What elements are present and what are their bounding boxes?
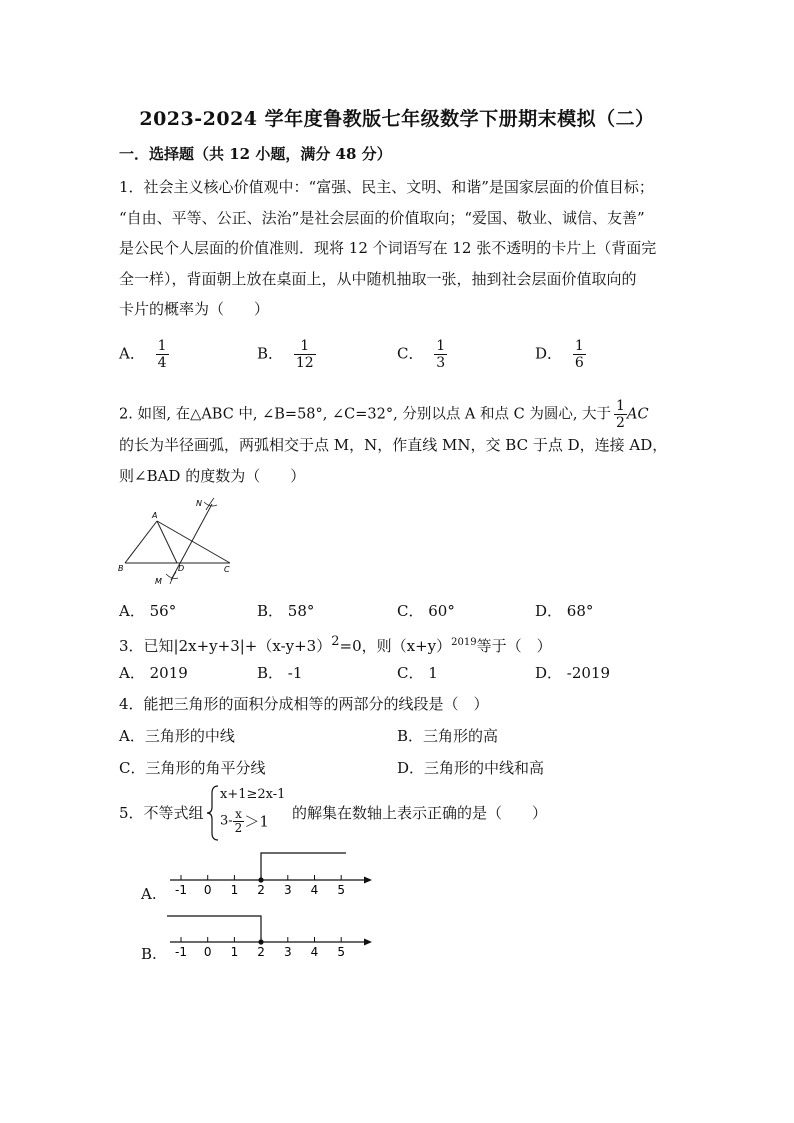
tick-label-b: 2 xyxy=(257,945,265,958)
tick-label-a: 1 xyxy=(230,883,239,896)
inequality-1: x+1≥2x-1 xyxy=(220,787,286,802)
fraction: $\frac{1}{3}$ xyxy=(436,338,446,371)
q5-prefix: 5．不等式组 xyxy=(119,804,204,822)
arc-m-1 xyxy=(166,574,178,579)
q4-option-d[interactable]: D．三角形的中线和高 xyxy=(397,759,545,777)
triangle-figure xyxy=(115,496,240,591)
fraction: $\frac{1}{6}$ xyxy=(574,338,584,371)
solution-ray-a xyxy=(261,853,346,880)
tick-label-b: 1 xyxy=(230,945,239,958)
number-line-b xyxy=(165,910,380,958)
inequality-2: 3- $\frac{x}{2}$ ＞1 xyxy=(220,807,269,835)
solid-dot-b xyxy=(258,939,263,944)
q2-option-a[interactable]: A． 56° xyxy=(119,602,177,620)
q1-option-b[interactable] xyxy=(257,338,316,371)
tick-label-a: 4 xyxy=(310,883,319,896)
q4-option-c[interactable]: C．三角形的角平分线 xyxy=(119,759,266,777)
tick-label-a: -1 xyxy=(175,883,187,896)
q2-option-b[interactable]: B． 58° xyxy=(257,602,315,620)
q5-option-b[interactable]: B. xyxy=(141,945,157,963)
page-title: 2023-2024 学年度鲁教版七年级数学下册期末模拟（二） xyxy=(139,108,655,130)
q2-option-d[interactable]: D． 68° xyxy=(535,602,594,620)
tick-label-a: 2 xyxy=(257,883,265,896)
q2-line-3: 则∠BAD 的度数为（ ） xyxy=(119,467,306,485)
q3-option-b[interactable]: B． -1 xyxy=(257,664,303,682)
q1-line-4: 全一样），背面朝上放在桌面上，从中随机抽取一张，抽到社会层面价值取向的 xyxy=(119,270,637,288)
q3-option-a[interactable]: A． 2019 xyxy=(119,664,188,682)
fraction: $\frac{1}{4}$ xyxy=(157,338,167,371)
label-c: C xyxy=(224,565,230,574)
q4-option-a[interactable]: A．三角形的中线 xyxy=(119,727,235,745)
label-m: M xyxy=(155,577,162,586)
x-over-2: $\frac{x}{2}$ xyxy=(234,807,243,835)
tick-label-b: -1 xyxy=(175,945,187,958)
tick-label-a: 0 xyxy=(203,883,212,896)
segment-ab xyxy=(125,521,157,563)
tick-label-b: 4 xyxy=(310,945,319,958)
segment-ac-line xyxy=(157,521,230,563)
tick-label-b: 5 xyxy=(337,945,346,958)
q4-option-b[interactable]: B．三角形的高 xyxy=(397,727,499,745)
q3-line: 3．已知$|2x+y+3|+(x-y+3)^2=0$，则$(x+y)^{2019}$等于（ ） xyxy=(119,634,552,655)
option-label: C． xyxy=(397,344,424,363)
tick-label-a: 5 xyxy=(337,883,346,896)
q5-suffix: 的解集在数轴上表示正确的是（ ） xyxy=(292,804,548,822)
q1-line-1: 1．社会主义核心价值观中：“富强、民主、文明、和谐”是国家层面的价值目标； xyxy=(119,178,654,196)
q1-option-a[interactable] xyxy=(119,338,169,371)
option-label: A． xyxy=(119,344,145,363)
number-line-a xyxy=(165,848,380,896)
q3-option-d[interactable]: D． -2019 xyxy=(535,664,611,682)
section-heading: 一．选择题（共 12 小题，满分 48 分） xyxy=(119,145,392,163)
q1-option-d[interactable] xyxy=(535,338,586,371)
system-brace xyxy=(206,784,220,842)
q4-line: 4．能把三角形的面积分成相等的两部分的线段是（ ） xyxy=(119,695,489,713)
label-b: B xyxy=(118,564,124,573)
tick-label-b: 0 xyxy=(203,945,212,958)
q2-option-c[interactable]: C． 60° xyxy=(397,602,455,620)
label-d: D xyxy=(178,564,185,573)
solid-dot-a xyxy=(258,877,263,882)
q1-line-5: 卡片的概率为（ ） xyxy=(119,300,270,318)
q1-line-2: “自由、平等、公正、法治”是社会层面的价值取向；“爱国、敬业、诚信、友善” xyxy=(119,209,645,227)
segment-ac: AC xyxy=(626,406,649,423)
half-fraction: $\frac{1}{2}$ xyxy=(616,398,625,431)
q2-line-1: 2. 如图, 在△ABC 中, ∠B=58°, ∠C=32°, 分别以点 A 和点 C 为圆心, 大于 $\frac{1}{2}$ AC xyxy=(119,398,649,431)
option-label: B． xyxy=(257,344,284,363)
tick-label-a: 3 xyxy=(283,883,292,896)
tick-label-b: 3 xyxy=(283,945,292,958)
q2-line-2: 的长为半径画弧，两弧相交于点 M，N，作直线 MN，交 BC 于点 D，连接 AD， xyxy=(119,436,668,454)
q5-option-a[interactable]: A. xyxy=(141,885,157,903)
q3-option-c[interactable]: C． 1 xyxy=(397,664,438,682)
option-label: D． xyxy=(535,344,563,363)
label-n: N xyxy=(196,499,202,508)
q1-line-3: 是公民个人层面的价值准则．现将 12 个词语写在 12 张不透明的卡片上（背面完 xyxy=(119,239,657,257)
q1-option-c[interactable] xyxy=(397,338,447,371)
label-a: A xyxy=(152,511,158,520)
fraction: $\frac{1}{12}$ xyxy=(295,338,314,371)
